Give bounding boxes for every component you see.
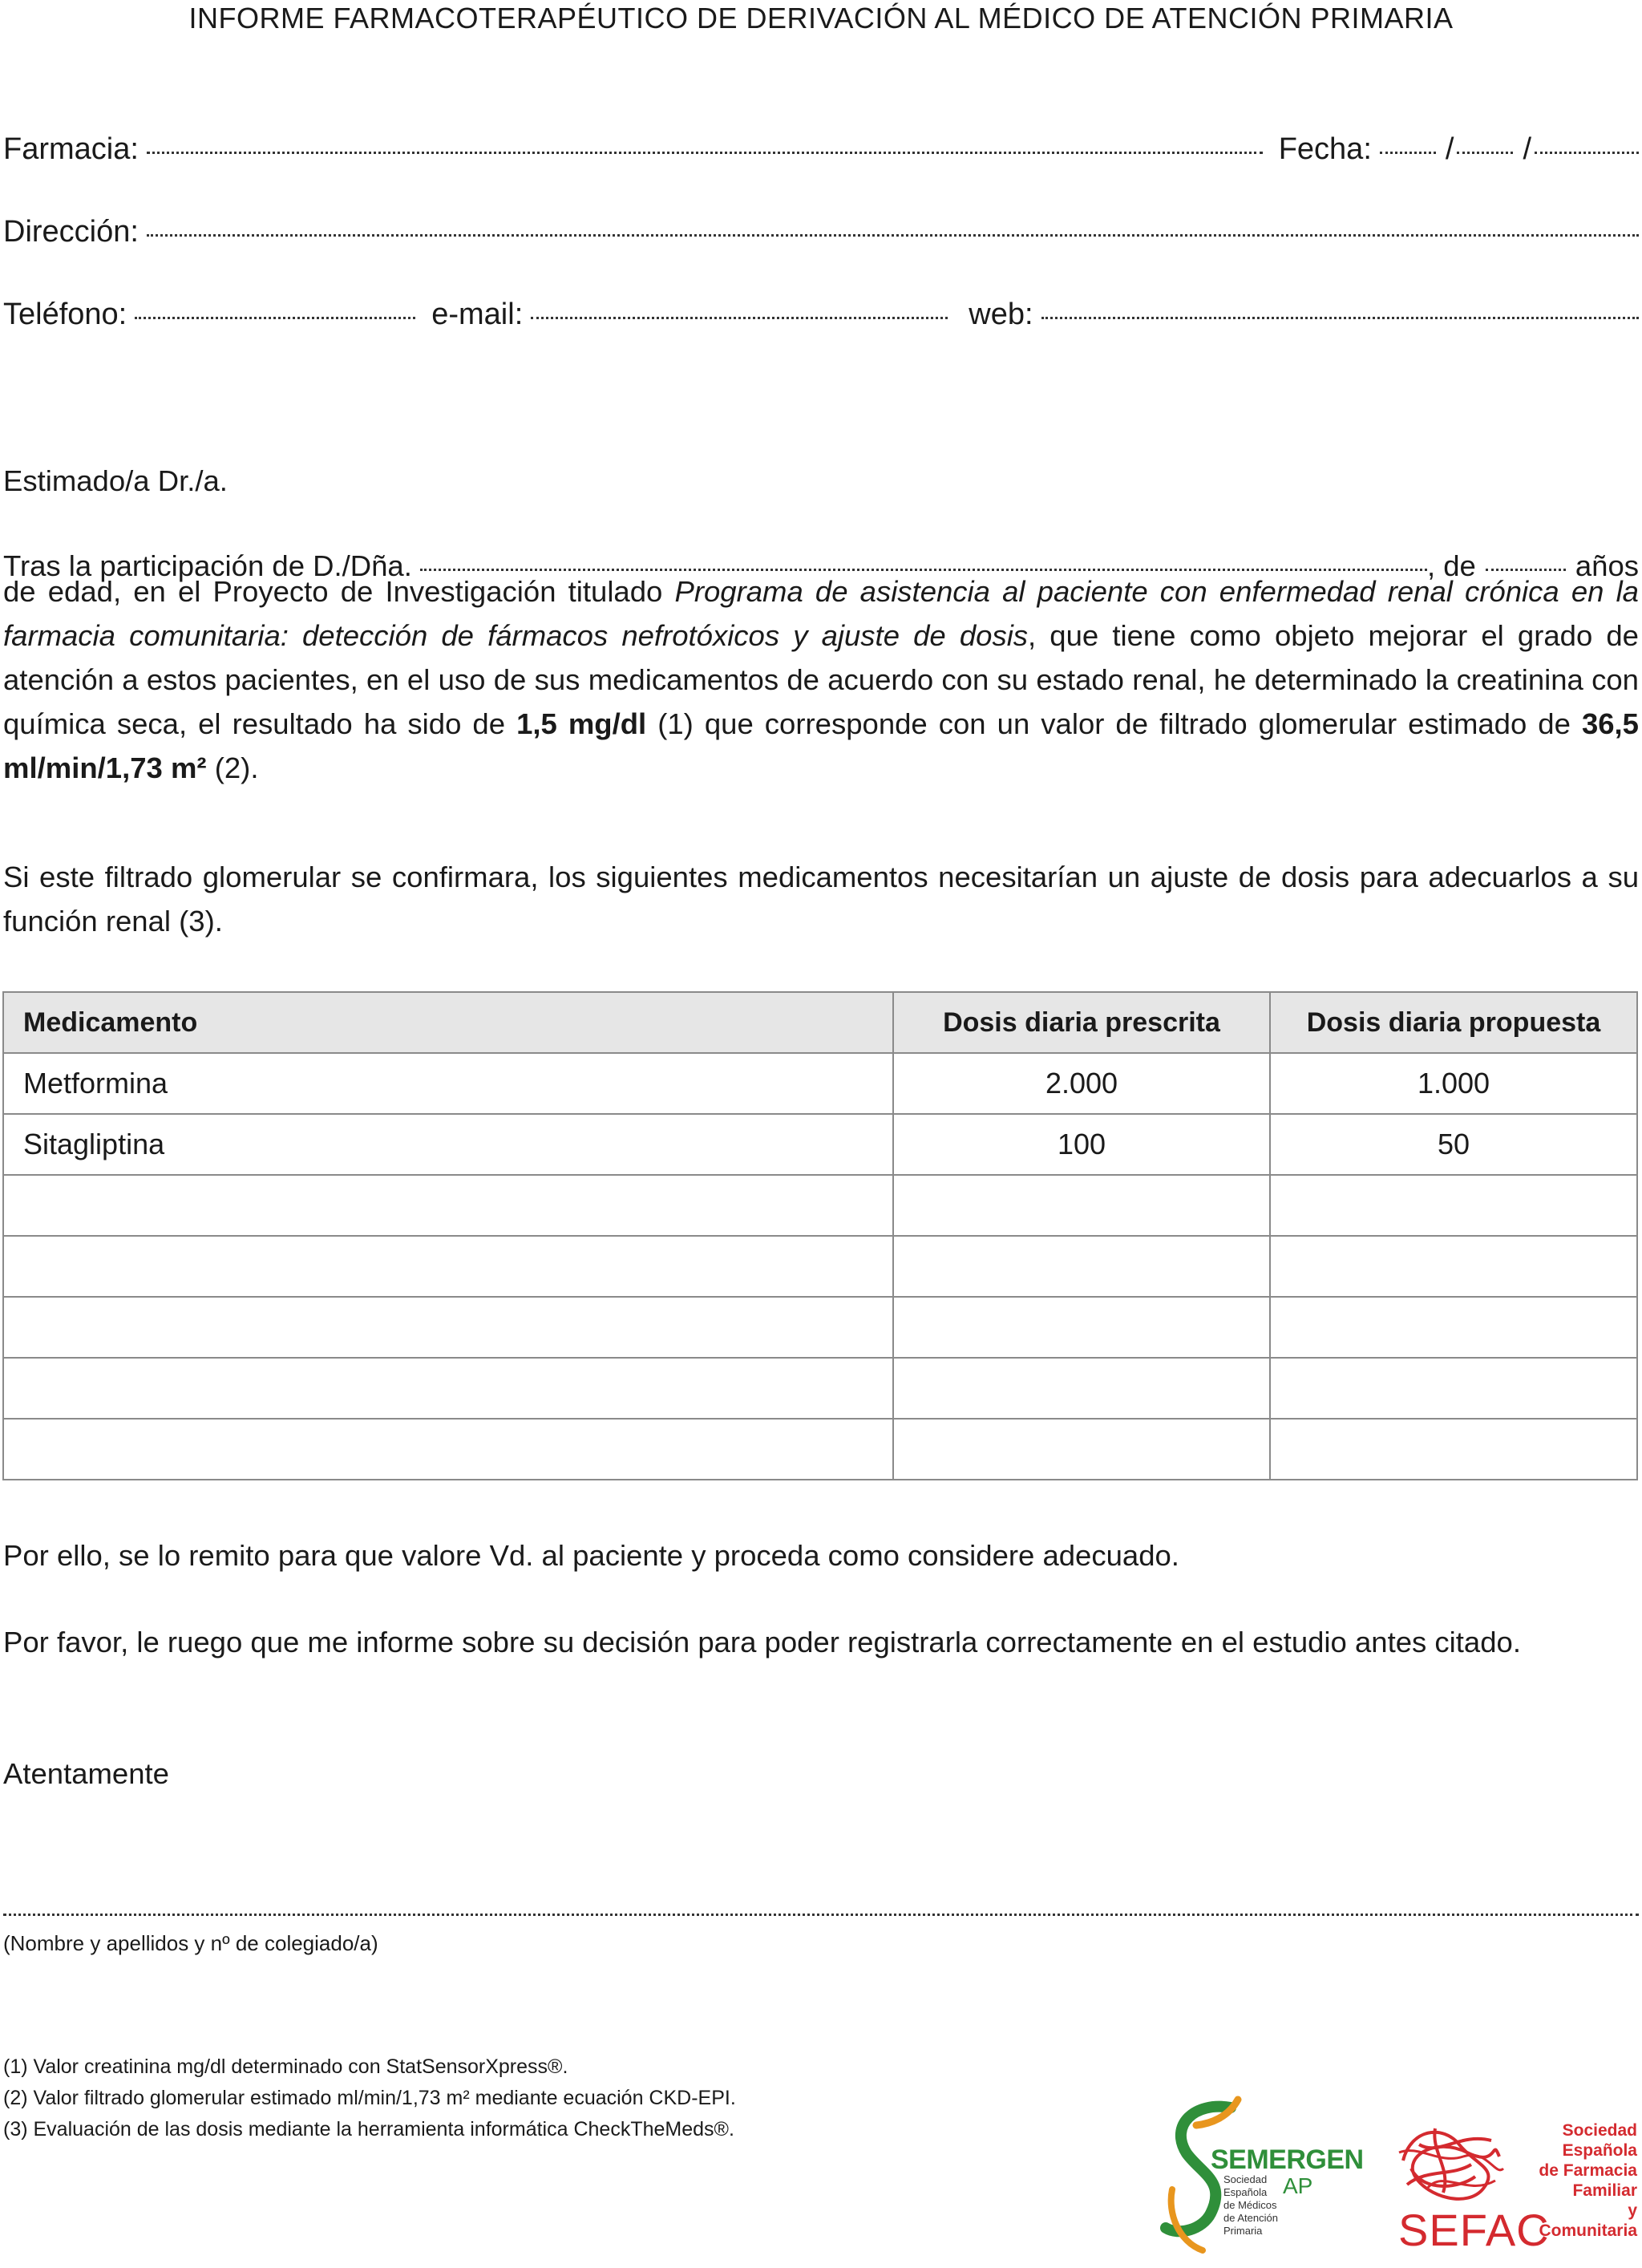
paragraph-1-text: de edad, en el Proyecto de Investigación titulado	[3, 575, 663, 608]
web-field[interactable]	[1041, 317, 1639, 319]
medications-table	[2, 991, 1638, 1480]
paragraph-1-text: (1) que corresponde con un valor de filtrado glomerular estimado de	[657, 707, 1571, 740]
table-cell[interactable]	[3, 1358, 893, 1419]
fecha-separator: /	[1523, 132, 1531, 166]
table-cell[interactable]: Metformina	[3, 1053, 893, 1114]
farmacia-label: Farmacia:	[3, 132, 139, 166]
table-header-row	[3, 992, 1637, 1053]
table-cell[interactable]	[893, 1236, 1270, 1297]
semergen-name: SEMERGEN	[1211, 2144, 1364, 2175]
farmacia-field[interactable]	[147, 152, 1263, 154]
signature-field[interactable]	[3, 1914, 1639, 1916]
table-cell[interactable]: Sitagliptina	[3, 1114, 893, 1175]
paragraph-1-text: , que tiene como objeto mejorar el grado de atención a estos pacientes, en el uso de sus medicamentos de acuerdo con su estado renal, he determinado la creatinina con química seca, el resultado ha sido de	[3, 619, 1639, 740]
paciente-de: , de	[1426, 549, 1476, 582]
table-cell[interactable]	[3, 1236, 893, 1297]
table-cell[interactable]	[1270, 1419, 1637, 1480]
header-dosis-propuesta: Dosis diaria propuesta	[1270, 992, 1637, 1053]
web-label: web:	[969, 298, 1033, 331]
paragraph-2: Si este filtrado glomerular se confirmara, los siguientes medicamentos necesitarían un ajuste de dosis para adecuarlos a su función renal (3).	[3, 861, 1639, 938]
header-medicamento: Medicamento	[3, 992, 893, 1053]
page-title: INFORME FARMACOTERAPÉUTICO DE DERIVACIÓN AL MÉDICO DE ATENCIÓN PRIMARIA	[188, 2, 1454, 34]
table-row	[3, 1358, 1637, 1419]
farmacia-row	[3, 132, 1639, 167]
table-cell[interactable]	[3, 1419, 893, 1480]
footnote-1: (1) Valor creatinina mg/dl determinado con StatSensorXpress®.	[3, 2055, 568, 2078]
email-field[interactable]	[531, 317, 948, 319]
project-title: Programa de asistencia al paciente con enfermedad renal crónica en la farmacia comunitaria: detección de fármacos nefrotóxicos y ajuste de dosis	[3, 575, 1639, 652]
table-cell[interactable]	[3, 1297, 893, 1358]
sefac-name: SEFAC	[1398, 2205, 1550, 2255]
table-row	[3, 1236, 1637, 1297]
sefac-subtitle: Sociedad Española de Farmacia Familiar y Comunitaria	[1539, 2121, 1637, 2240]
table-cell[interactable]	[1270, 1297, 1637, 1358]
telefono-field[interactable]	[135, 317, 415, 319]
semergen-ap: AP	[1283, 2173, 1313, 2198]
greeting: Estimado/a Dr./a.	[3, 464, 228, 497]
paciente-intro: Tras la participación de D./Dña.	[3, 549, 412, 582]
table-cell[interactable]	[1270, 1358, 1637, 1419]
fecha-year-field[interactable]	[1535, 152, 1639, 154]
table-row	[3, 1297, 1637, 1358]
table-cell[interactable]	[893, 1297, 1270, 1358]
email-label: e-mail:	[431, 298, 524, 331]
table-row	[3, 1175, 1637, 1236]
table-cell[interactable]: 1.000	[1270, 1053, 1637, 1114]
table-cell[interactable]	[893, 1419, 1270, 1480]
contacto-row	[3, 298, 1639, 332]
paragraph-1	[3, 569, 1639, 790]
fecha-separator: /	[1445, 132, 1454, 166]
table-cell[interactable]	[893, 1358, 1270, 1419]
paciente-anos: años	[1575, 549, 1639, 582]
signature-caption: (Nombre y apellidos y nº de colegiado/a)	[3, 1931, 378, 1955]
table-cell[interactable]	[1270, 1175, 1637, 1236]
direccion-field[interactable]	[147, 234, 1639, 237]
direccion-row	[3, 215, 1639, 249]
direccion-label: Dirección:	[3, 215, 139, 249]
table-cell[interactable]: 50	[1270, 1114, 1637, 1175]
table-cell[interactable]	[893, 1175, 1270, 1236]
paragraph-3: Por ello, se lo remito para que valore Vd. al paciente y proceda como considere adecuado.	[3, 1539, 1179, 1572]
semergen-subtitle: Sociedad Española de Médicos de Atención Primaria	[1223, 2173, 1278, 2237]
footnote-3: (3) Evaluación de las dosis mediante la herramienta informática CheckTheMeds®.	[3, 2118, 734, 2140]
filtrado-value: 36,5 ml/min/1,73 m²	[3, 707, 1639, 784]
fecha-label: Fecha:	[1278, 132, 1372, 166]
creatinina-value: 1,5 mg/dl	[516, 707, 647, 740]
table-row	[3, 1053, 1637, 1114]
table-row	[3, 1419, 1637, 1480]
closing: Atentamente	[3, 1757, 169, 1790]
sefac-emblem-icon	[1395, 2120, 1507, 2201]
paragraph-1-text: (2).	[214, 751, 259, 784]
table-row	[3, 1114, 1637, 1175]
semergen-logo	[1155, 2093, 1363, 2254]
table-cell[interactable]	[3, 1175, 893, 1236]
telefono-label: Teléfono:	[3, 298, 127, 331]
fecha-day-field[interactable]	[1380, 152, 1436, 154]
paragraph-4: Por favor, le ruego que me informe sobre su decisión para poder registrarla correctamente en el estudio antes citado.	[3, 1626, 1521, 1658]
fecha-month-field[interactable]	[1457, 152, 1513, 154]
footnote-2: (2) Valor filtrado glomerular estimado ml/min/1,73 m² mediante ecuación CKD-EPI.	[3, 2087, 736, 2109]
table-cell[interactable]: 2.000	[893, 1053, 1270, 1114]
table-cell[interactable]	[1270, 1236, 1637, 1297]
table-cell[interactable]: 100	[893, 1114, 1270, 1175]
sefac-logo	[1395, 2120, 1640, 2257]
header-dosis-prescrita: Dosis diaria prescrita	[893, 992, 1270, 1053]
